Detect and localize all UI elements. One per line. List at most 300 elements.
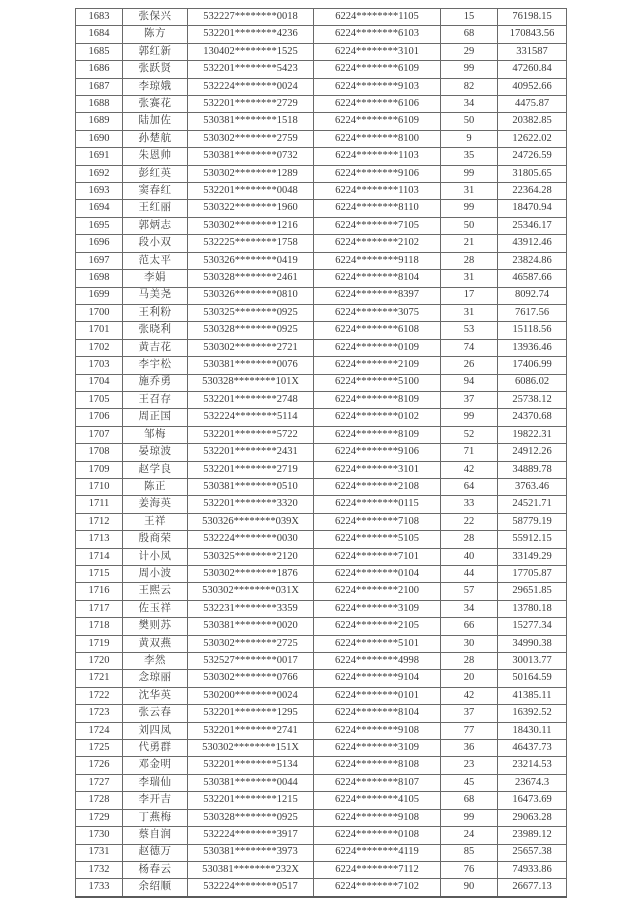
cell-card: 6224********0108 xyxy=(314,827,441,844)
cell-count: 68 xyxy=(441,792,498,809)
cell-name: 王利粉 xyxy=(123,304,188,321)
table-row xyxy=(76,687,567,704)
cell-name: 邹梅 xyxy=(123,426,188,443)
cell-index: 1720 xyxy=(76,653,123,670)
cell-id: 532231********3359 xyxy=(188,600,314,617)
cell-index: 1706 xyxy=(76,409,123,426)
cell-index: 1733 xyxy=(76,879,123,897)
cell-card: 6224********9108 xyxy=(314,722,441,739)
cell-name: 晏琼波 xyxy=(123,444,188,461)
cell-amount: 23989.12 xyxy=(498,827,567,844)
cell-count: 82 xyxy=(441,78,498,95)
cell-count: 99 xyxy=(441,200,498,217)
cell-name: 范太平 xyxy=(123,252,188,269)
cell-count: 20 xyxy=(441,670,498,687)
cell-amount: 19822.31 xyxy=(498,426,567,443)
cell-index: 1707 xyxy=(76,426,123,443)
cell-index: 1705 xyxy=(76,391,123,408)
cell-index: 1727 xyxy=(76,774,123,791)
cell-count: 76 xyxy=(441,861,498,878)
table-row xyxy=(76,792,567,809)
cell-count: 85 xyxy=(441,844,498,861)
cell-card: 6224********2105 xyxy=(314,618,441,635)
cell-amount: 17406.99 xyxy=(498,357,567,374)
cell-id: 530381********232X xyxy=(188,861,314,878)
cell-index: 1721 xyxy=(76,670,123,687)
cell-amount: 24370.68 xyxy=(498,409,567,426)
cell-count: 33 xyxy=(441,496,498,513)
cell-index: 1729 xyxy=(76,809,123,826)
table-row xyxy=(76,270,567,287)
cell-index: 1694 xyxy=(76,200,123,217)
cell-count: 28 xyxy=(441,252,498,269)
cell-id: 530381********1518 xyxy=(188,113,314,130)
cell-count: 15 xyxy=(441,9,498,26)
cell-amount: 29651.85 xyxy=(498,583,567,600)
cell-count: 36 xyxy=(441,740,498,757)
cell-amount: 7617.56 xyxy=(498,304,567,321)
cell-id: 532201********5423 xyxy=(188,61,314,78)
cell-index: 1692 xyxy=(76,165,123,182)
cell-id: 532224********0517 xyxy=(188,879,314,897)
cell-amount: 23214.53 xyxy=(498,757,567,774)
cell-count: 35 xyxy=(441,148,498,165)
cell-index: 1723 xyxy=(76,705,123,722)
cell-name: 邓金明 xyxy=(123,757,188,774)
cell-count: 74 xyxy=(441,339,498,356)
cell-id: 530302********2721 xyxy=(188,339,314,356)
cell-count: 57 xyxy=(441,583,498,600)
cell-card: 6224********8397 xyxy=(314,287,441,304)
cell-amount: 24912.26 xyxy=(498,444,567,461)
cell-card: 6224********9104 xyxy=(314,670,441,687)
cell-id: 530381********0020 xyxy=(188,618,314,635)
cell-index: 1697 xyxy=(76,252,123,269)
cell-card: 6224********2108 xyxy=(314,478,441,495)
cell-id: 530302********2725 xyxy=(188,635,314,652)
table-row xyxy=(76,566,567,583)
table-row xyxy=(76,774,567,791)
cell-card: 6224********9103 xyxy=(314,78,441,95)
cell-amount: 24521.71 xyxy=(498,496,567,513)
cell-count: 53 xyxy=(441,322,498,339)
cell-name: 陆加佐 xyxy=(123,113,188,130)
cell-id: 530302********1876 xyxy=(188,566,314,583)
table-row xyxy=(76,322,567,339)
table-row xyxy=(76,879,567,897)
cell-amount: 3763.46 xyxy=(498,478,567,495)
cell-amount: 25738.12 xyxy=(498,391,567,408)
table-row xyxy=(76,183,567,200)
cell-name: 张赛花 xyxy=(123,96,188,113)
cell-index: 1699 xyxy=(76,287,123,304)
cell-card: 6224********7112 xyxy=(314,861,441,878)
cell-name: 李宇松 xyxy=(123,357,188,374)
cell-id: 532201********2741 xyxy=(188,722,314,739)
cell-id: 532201********2729 xyxy=(188,96,314,113)
cell-count: 17 xyxy=(441,287,498,304)
cell-count: 99 xyxy=(441,165,498,182)
table-row xyxy=(76,235,567,252)
cell-card: 6224********7101 xyxy=(314,548,441,565)
cell-amount: 170843.56 xyxy=(498,26,567,43)
cell-amount: 43912.46 xyxy=(498,235,567,252)
cell-id: 530328********0925 xyxy=(188,809,314,826)
cell-card: 6224********9108 xyxy=(314,809,441,826)
table-row xyxy=(76,339,567,356)
cell-id: 530302********1289 xyxy=(188,165,314,182)
cell-id: 532201********5722 xyxy=(188,426,314,443)
cell-card: 6224********5105 xyxy=(314,531,441,548)
cell-name: 王召存 xyxy=(123,391,188,408)
cell-name: 赵德万 xyxy=(123,844,188,861)
cell-amount: 25657.38 xyxy=(498,844,567,861)
table-row xyxy=(76,409,567,426)
cell-id: 530302********1216 xyxy=(188,217,314,234)
cell-id: 532201********5134 xyxy=(188,757,314,774)
cell-count: 22 xyxy=(441,513,498,530)
cell-index: 1684 xyxy=(76,26,123,43)
cell-card: 6224********8100 xyxy=(314,130,441,147)
table-row xyxy=(76,78,567,95)
cell-index: 1728 xyxy=(76,792,123,809)
cell-count: 99 xyxy=(441,809,498,826)
cell-count: 26 xyxy=(441,357,498,374)
cell-index: 1698 xyxy=(76,270,123,287)
cell-index: 1732 xyxy=(76,861,123,878)
table-row xyxy=(76,600,567,617)
cell-count: 9 xyxy=(441,130,498,147)
cell-name: 王熙云 xyxy=(123,583,188,600)
cell-index: 1724 xyxy=(76,722,123,739)
cell-count: 31 xyxy=(441,270,498,287)
cell-id: 530381********0044 xyxy=(188,774,314,791)
table-row xyxy=(76,513,567,530)
cell-amount: 41385.11 xyxy=(498,687,567,704)
cell-card: 6224********6109 xyxy=(314,61,441,78)
cell-card: 6224********0109 xyxy=(314,339,441,356)
cell-card: 6224********8109 xyxy=(314,391,441,408)
table-row xyxy=(76,113,567,130)
cell-name: 张保兴 xyxy=(123,9,188,26)
cell-card: 6224********6108 xyxy=(314,322,441,339)
cell-amount: 331587 xyxy=(498,43,567,60)
cell-amount: 13936.46 xyxy=(498,339,567,356)
cell-name: 周正国 xyxy=(123,409,188,426)
cell-index: 1715 xyxy=(76,566,123,583)
cell-index: 1685 xyxy=(76,43,123,60)
cell-id: 530322********1960 xyxy=(188,200,314,217)
cell-card: 6224********2102 xyxy=(314,235,441,252)
cell-id: 532201********1215 xyxy=(188,792,314,809)
cell-name: 孙楚航 xyxy=(123,130,188,147)
table-row xyxy=(76,96,567,113)
cell-card: 6224********9118 xyxy=(314,252,441,269)
cell-name: 丁燕梅 xyxy=(123,809,188,826)
cell-name: 陈方 xyxy=(123,26,188,43)
cell-count: 99 xyxy=(441,409,498,426)
cell-name: 王红丽 xyxy=(123,200,188,217)
cell-amount: 30013.77 xyxy=(498,653,567,670)
cell-amount: 58779.19 xyxy=(498,513,567,530)
cell-amount: 18430.11 xyxy=(498,722,567,739)
cell-index: 1719 xyxy=(76,635,123,652)
cell-amount: 23674.3 xyxy=(498,774,567,791)
cell-amount: 25346.17 xyxy=(498,217,567,234)
cell-card: 6224********8110 xyxy=(314,200,441,217)
cell-card: 6224********9106 xyxy=(314,444,441,461)
cell-name: 张晓利 xyxy=(123,322,188,339)
cell-card: 6224********3109 xyxy=(314,740,441,757)
cell-count: 77 xyxy=(441,722,498,739)
table-row xyxy=(76,653,567,670)
cell-card: 6224********6106 xyxy=(314,96,441,113)
table-row xyxy=(76,548,567,565)
cell-id: 530302********151X xyxy=(188,740,314,757)
cell-count: 37 xyxy=(441,391,498,408)
cell-name: 佐玉祥 xyxy=(123,600,188,617)
cell-id: 530326********0810 xyxy=(188,287,314,304)
cell-card: 6224********3101 xyxy=(314,461,441,478)
cell-card: 6224********0101 xyxy=(314,687,441,704)
cell-card: 6224********0104 xyxy=(314,566,441,583)
cell-amount: 18470.94 xyxy=(498,200,567,217)
cell-index: 1710 xyxy=(76,478,123,495)
table-row xyxy=(76,461,567,478)
cell-card: 6224********3075 xyxy=(314,304,441,321)
cell-name: 李开吉 xyxy=(123,792,188,809)
cell-card: 6224********2109 xyxy=(314,357,441,374)
cell-count: 28 xyxy=(441,531,498,548)
cell-id: 530325********0925 xyxy=(188,304,314,321)
cell-name: 念琼丽 xyxy=(123,670,188,687)
table-row xyxy=(76,43,567,60)
cell-name: 彭红英 xyxy=(123,165,188,182)
cell-count: 29 xyxy=(441,43,498,60)
cell-card: 6224********1105 xyxy=(314,9,441,26)
cell-index: 1704 xyxy=(76,374,123,391)
cell-name: 窦春红 xyxy=(123,183,188,200)
cell-id: 532201********2719 xyxy=(188,461,314,478)
cell-name: 蔡自润 xyxy=(123,827,188,844)
cell-id: 530328********0925 xyxy=(188,322,314,339)
cell-card: 6224********6109 xyxy=(314,113,441,130)
cell-card: 6224********8108 xyxy=(314,757,441,774)
cell-id: 532201********2431 xyxy=(188,444,314,461)
cell-amount: 74933.86 xyxy=(498,861,567,878)
cell-name: 王祥 xyxy=(123,513,188,530)
cell-amount: 17705.87 xyxy=(498,566,567,583)
table-row xyxy=(76,426,567,443)
cell-amount: 6086.02 xyxy=(498,374,567,391)
cell-amount: 50164.59 xyxy=(498,670,567,687)
cell-amount: 26677.13 xyxy=(498,879,567,897)
table-row xyxy=(76,809,567,826)
cell-id: 530381********0076 xyxy=(188,357,314,374)
cell-name: 陈正 xyxy=(123,478,188,495)
cell-amount: 34990.38 xyxy=(498,635,567,652)
cell-name: 周小波 xyxy=(123,566,188,583)
cell-id: 530328********2461 xyxy=(188,270,314,287)
cell-name: 张云春 xyxy=(123,705,188,722)
cell-amount: 76198.15 xyxy=(498,9,567,26)
cell-index: 1693 xyxy=(76,183,123,200)
cell-card: 6224********3101 xyxy=(314,43,441,60)
cell-index: 1686 xyxy=(76,61,123,78)
cell-index: 1695 xyxy=(76,217,123,234)
cell-count: 21 xyxy=(441,235,498,252)
cell-card: 6224********5100 xyxy=(314,374,441,391)
cell-count: 50 xyxy=(441,217,498,234)
cell-count: 68 xyxy=(441,26,498,43)
cell-card: 6224********7105 xyxy=(314,217,441,234)
cell-name: 郭炳志 xyxy=(123,217,188,234)
cell-count: 44 xyxy=(441,566,498,583)
cell-name: 杨春云 xyxy=(123,861,188,878)
cell-id: 530325********2120 xyxy=(188,548,314,565)
cell-count: 45 xyxy=(441,774,498,791)
cell-index: 1725 xyxy=(76,740,123,757)
cell-count: 64 xyxy=(441,478,498,495)
table-row xyxy=(76,374,567,391)
cell-count: 42 xyxy=(441,687,498,704)
table-row xyxy=(76,722,567,739)
cell-card: 6224********4105 xyxy=(314,792,441,809)
cell-card: 6224********4998 xyxy=(314,653,441,670)
cell-amount: 22364.28 xyxy=(498,183,567,200)
table-row xyxy=(76,618,567,635)
table-row xyxy=(76,740,567,757)
cell-count: 90 xyxy=(441,879,498,897)
table-row xyxy=(76,287,567,304)
cell-amount: 15277.34 xyxy=(498,618,567,635)
cell-amount: 16392.52 xyxy=(498,705,567,722)
cell-id: 530328********101X xyxy=(188,374,314,391)
payment-list-table xyxy=(75,8,567,898)
cell-count: 34 xyxy=(441,96,498,113)
cell-name: 赵学良 xyxy=(123,461,188,478)
cell-name: 李瑞仙 xyxy=(123,774,188,791)
cell-amount: 34889.78 xyxy=(498,461,567,478)
cell-card: 6224********1103 xyxy=(314,183,441,200)
cell-name: 张跃贤 xyxy=(123,61,188,78)
cell-amount: 24726.59 xyxy=(498,148,567,165)
cell-id: 532201********3320 xyxy=(188,496,314,513)
cell-index: 1714 xyxy=(76,548,123,565)
cell-name: 余绍顺 xyxy=(123,879,188,897)
cell-id: 530302********031X xyxy=(188,583,314,600)
cell-id: 532224********0030 xyxy=(188,531,314,548)
cell-name: 姜海英 xyxy=(123,496,188,513)
cell-id: 532224********3917 xyxy=(188,827,314,844)
cell-id: 530381********3973 xyxy=(188,844,314,861)
cell-card: 6224********7102 xyxy=(314,879,441,897)
table-body xyxy=(76,9,567,898)
cell-index: 1708 xyxy=(76,444,123,461)
cell-index: 1688 xyxy=(76,96,123,113)
table-row xyxy=(76,357,567,374)
cell-amount: 31805.65 xyxy=(498,165,567,182)
cell-name: 李娟 xyxy=(123,270,188,287)
cell-index: 1717 xyxy=(76,600,123,617)
cell-count: 37 xyxy=(441,705,498,722)
cell-index: 1689 xyxy=(76,113,123,130)
cell-count: 50 xyxy=(441,113,498,130)
table-row xyxy=(76,26,567,43)
cell-card: 6224********6103 xyxy=(314,26,441,43)
cell-card: 6224********3109 xyxy=(314,600,441,617)
table-row xyxy=(76,861,567,878)
cell-index: 1690 xyxy=(76,130,123,147)
cell-count: 42 xyxy=(441,461,498,478)
cell-index: 1696 xyxy=(76,235,123,252)
cell-amount: 47260.84 xyxy=(498,61,567,78)
table-row xyxy=(76,670,567,687)
cell-id: 532201********2748 xyxy=(188,391,314,408)
cell-name: 朱恩帅 xyxy=(123,148,188,165)
cell-card: 6224********7108 xyxy=(314,513,441,530)
cell-card: 6224********0115 xyxy=(314,496,441,513)
cell-id: 530302********2759 xyxy=(188,130,314,147)
cell-id: 530326********039X xyxy=(188,513,314,530)
cell-index: 1722 xyxy=(76,687,123,704)
cell-index: 1709 xyxy=(76,461,123,478)
cell-name: 李然 xyxy=(123,653,188,670)
table-row xyxy=(76,583,567,600)
cell-amount: 15118.56 xyxy=(498,322,567,339)
table-row xyxy=(76,705,567,722)
cell-amount: 46437.73 xyxy=(498,740,567,757)
cell-count: 23 xyxy=(441,757,498,774)
table-row xyxy=(76,217,567,234)
cell-amount: 29063.28 xyxy=(498,809,567,826)
table-row xyxy=(76,9,567,26)
cell-card: 6224********8104 xyxy=(314,270,441,287)
cell-name: 黄双燕 xyxy=(123,635,188,652)
cell-name: 刘四凤 xyxy=(123,722,188,739)
table-row xyxy=(76,635,567,652)
cell-card: 6224********8104 xyxy=(314,705,441,722)
cell-name: 殷商荣 xyxy=(123,531,188,548)
table-row xyxy=(76,827,567,844)
table-row xyxy=(76,391,567,408)
cell-card: 6224********8107 xyxy=(314,774,441,791)
cell-index: 1718 xyxy=(76,618,123,635)
cell-name: 樊则苏 xyxy=(123,618,188,635)
cell-card: 6224********5101 xyxy=(314,635,441,652)
cell-id: 532201********0048 xyxy=(188,183,314,200)
cell-count: 34 xyxy=(441,600,498,617)
cell-amount: 23824.86 xyxy=(498,252,567,269)
table-row xyxy=(76,531,567,548)
table-row xyxy=(76,757,567,774)
cell-count: 71 xyxy=(441,444,498,461)
cell-amount: 20382.85 xyxy=(498,113,567,130)
cell-id: 532227********0018 xyxy=(188,9,314,26)
table-row xyxy=(76,61,567,78)
cell-amount: 16473.69 xyxy=(498,792,567,809)
cell-count: 30 xyxy=(441,635,498,652)
cell-id: 532224********5114 xyxy=(188,409,314,426)
cell-amount: 40952.66 xyxy=(498,78,567,95)
cell-name: 计小凤 xyxy=(123,548,188,565)
cell-id: 530200********0024 xyxy=(188,687,314,704)
cell-name: 马美尧 xyxy=(123,287,188,304)
cell-count: 31 xyxy=(441,183,498,200)
cell-index: 1713 xyxy=(76,531,123,548)
cell-count: 66 xyxy=(441,618,498,635)
cell-count: 99 xyxy=(441,61,498,78)
